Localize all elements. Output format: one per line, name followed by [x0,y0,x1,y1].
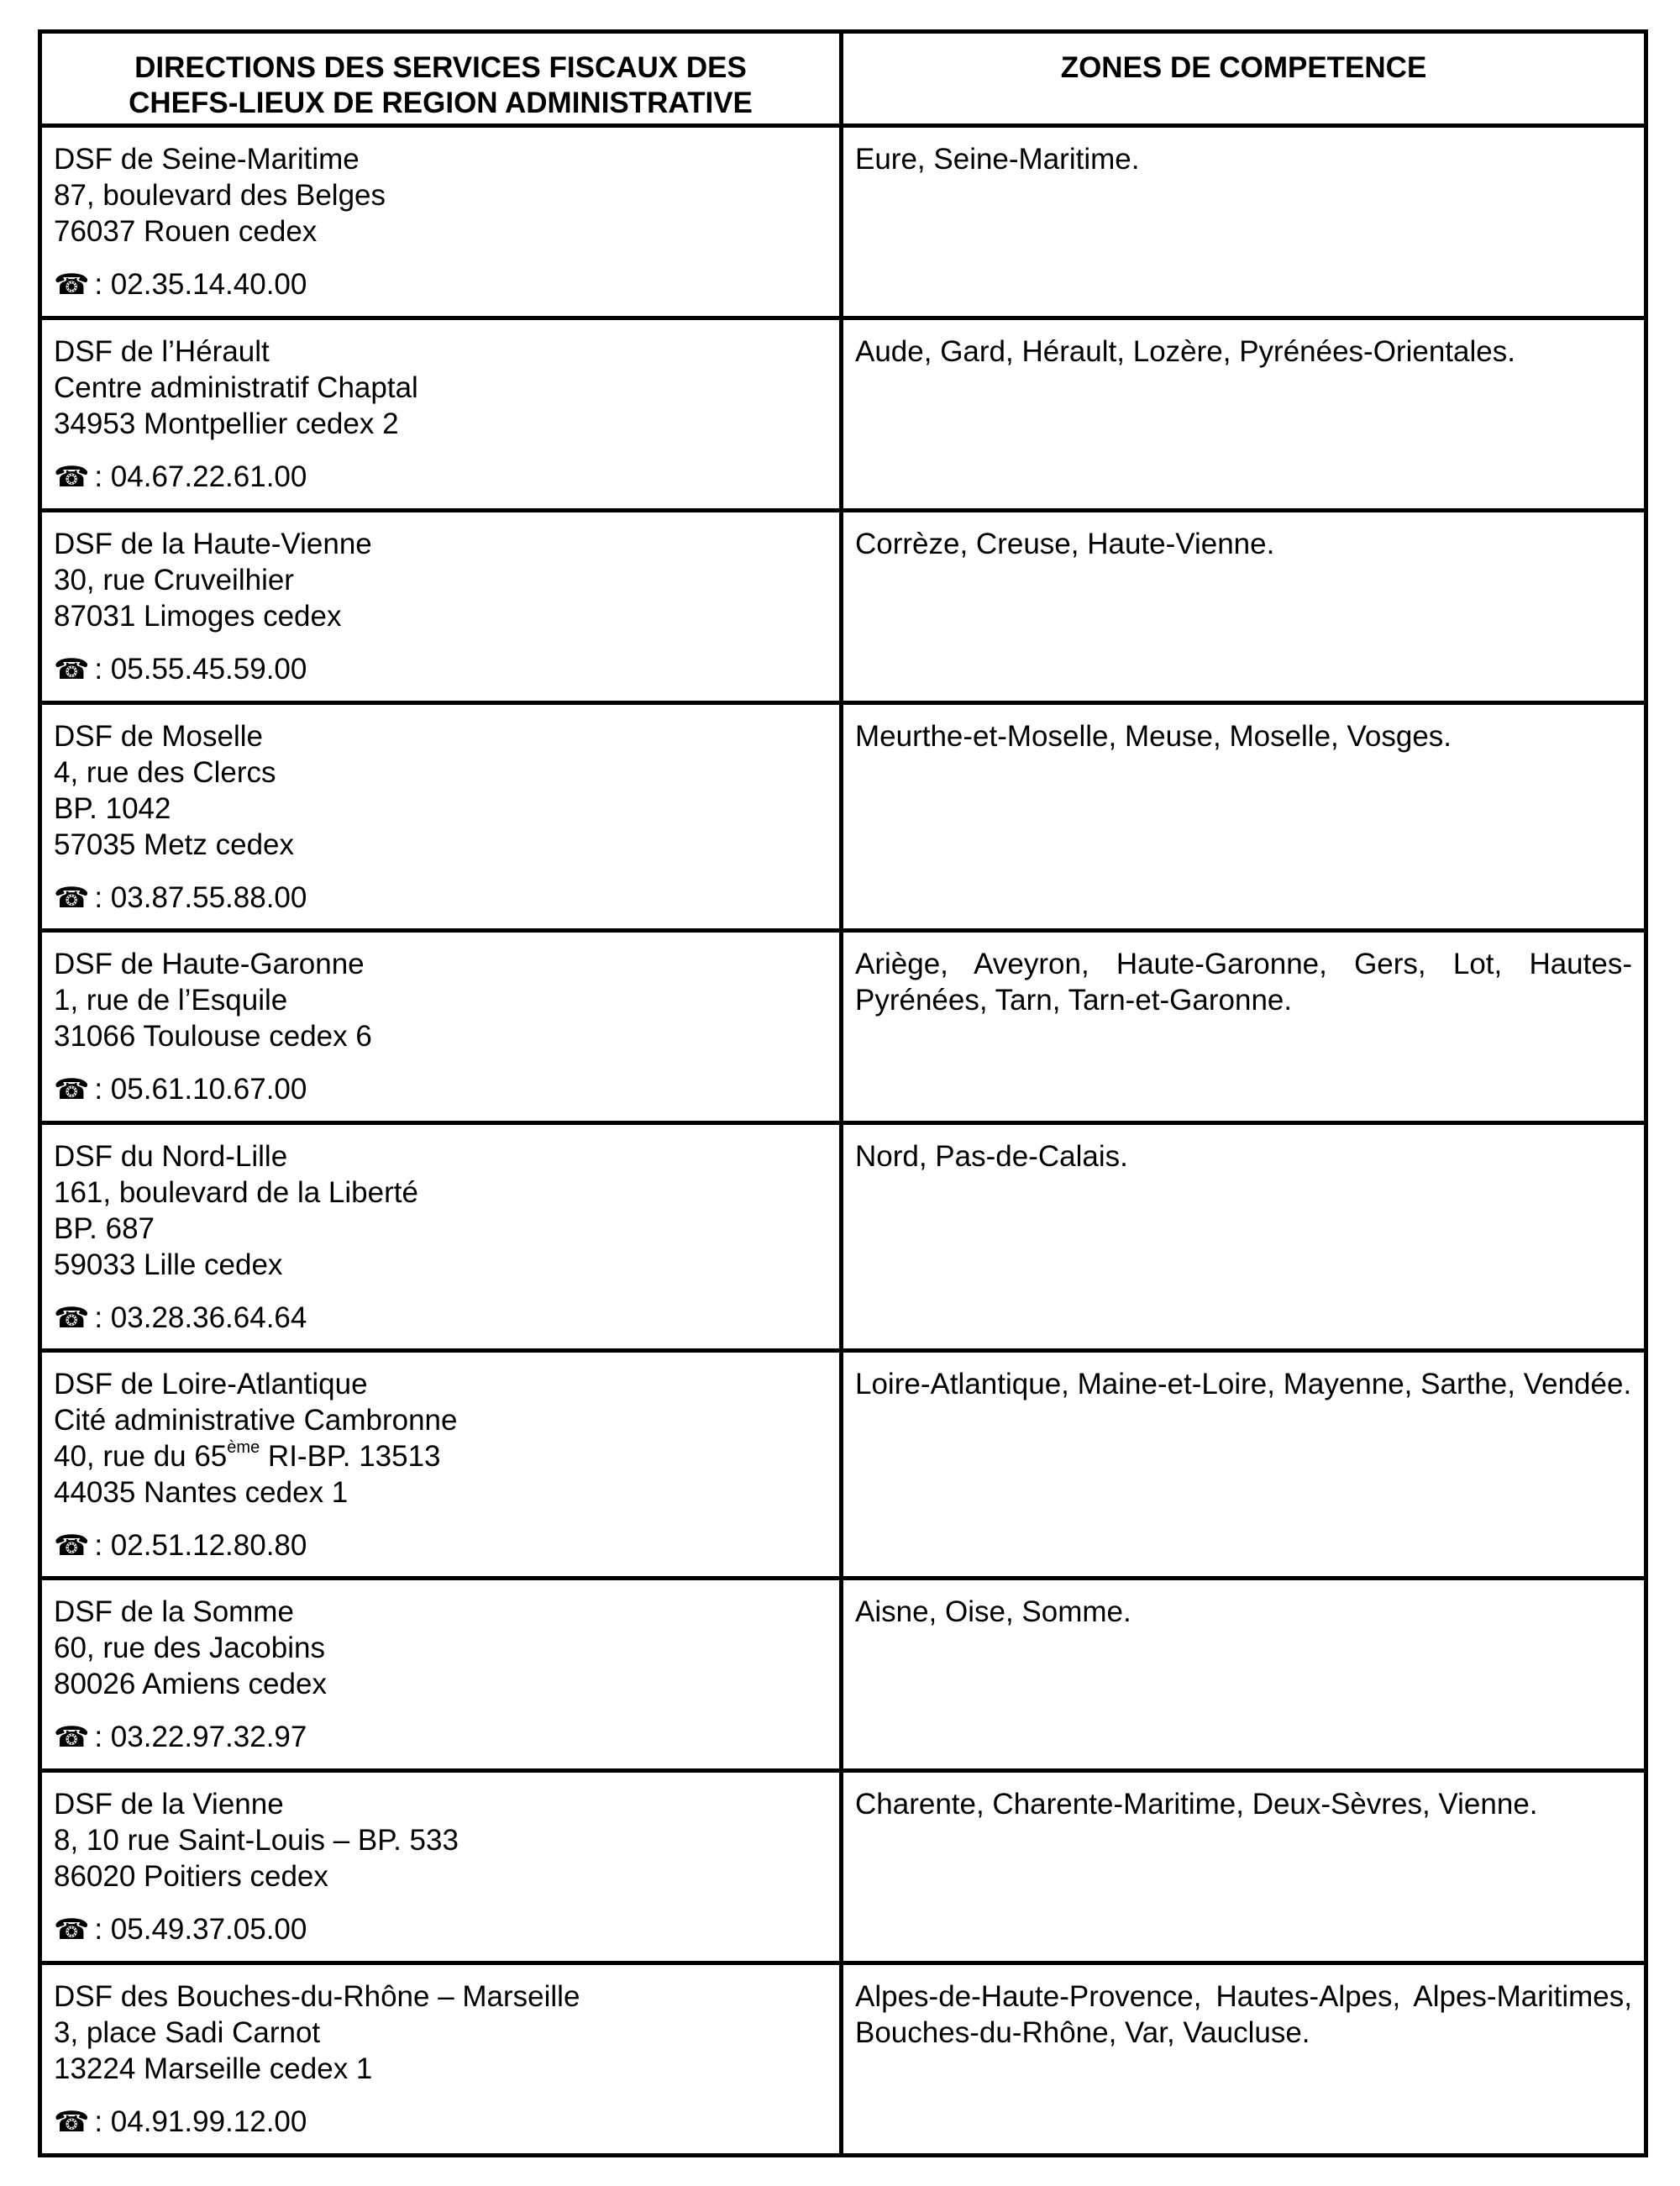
address-line: 3, place Sadi Carnot [54,2016,321,2049]
zones-text: Charente, Charente-Maritime, Deux-Sèvres, Vienne. [855,1788,1538,1821]
zones-cell [842,1123,1646,1351]
address-line: 44035 Nantes cedex 1 [54,1476,349,1509]
address-line-part: RI-BP. 13513 [260,1440,441,1473]
zones-cell [842,1351,1646,1579]
phone-number: : 05.61.10.67.00 [94,1073,307,1106]
address-line: DSF de Loire-Atlantique [54,1368,368,1400]
zones-text: Nord, Pas-de-Calais. [855,1140,1128,1173]
phone-number: : 04.91.99.12.00 [94,2105,307,2138]
address-cell [40,1963,842,2156]
phone-line [54,2104,827,2141]
address-line: 13224 Marseille cedex 1 [54,2052,373,2085]
table-row [40,1771,1646,1963]
address-cell [40,1351,842,1579]
phone-line [54,266,827,303]
zones-text: Meurthe-et-Moselle, Meuse, Moselle, Vosges. [855,720,1452,753]
address-line: 161, boulevard de la Liberté [54,1176,418,1209]
phone-number: : 02.35.14.40.00 [94,268,307,301]
address-line: 31066 Toulouse cedex 6 [54,1020,372,1053]
phone-line [54,1719,827,1756]
address-line: 30, rue Cruveilhier [54,564,294,596]
address-line: DSF de Moselle [54,720,263,753]
phone-number: : 04.67.22.61.00 [94,460,307,493]
telephone-icon: ☎ [54,1074,90,1106]
table-row [40,1963,1646,2156]
table-row [40,318,1646,511]
zones-text: Loire-Atlantique, Maine-et-Loire, Mayenne, Sarthe, Vendée. [855,1368,1632,1400]
zones-cell [842,511,1646,703]
address-cell [40,1123,842,1351]
address-line: 59033 Lille cedex [54,1248,283,1281]
address-line: 1, rue de l’Esquile [54,984,288,1017]
header-directions-line2: CHEFS-LIEUX DE REGION ADMINISTRATIVE [129,87,753,119]
phone-number: : 05.49.37.05.00 [94,1913,307,1946]
address-line [54,1438,827,1474]
address-line: DSF de la Vienne [54,1788,284,1821]
table-row [40,511,1646,703]
address-line: 60, rue des Jacobins [54,1632,325,1664]
address-cell [40,703,842,931]
telephone-icon: ☎ [54,461,90,493]
table-row [40,1123,1646,1351]
zones-text: Corrèze, Creuse, Haute-Vienne. [855,528,1275,560]
zones-text: Eure, Seine-Maritime. [855,143,1140,176]
table-row [40,703,1646,931]
table-row [40,1351,1646,1579]
address-line: 87, boulevard des Belges [54,179,386,212]
phone-number: : 03.28.36.64.64 [94,1301,307,1334]
address-cell [40,1579,842,1771]
phone-number: : 03.87.55.88.00 [94,881,307,914]
header-row [40,32,1646,126]
phone-number: : 03.22.97.32.97 [94,1721,307,1753]
phone-number: : 05.55.45.59.00 [94,653,307,686]
address-line: 86020 Poitiers cedex [54,1860,328,1893]
zones-cell [842,126,1646,318]
zones-cell [842,1963,1646,2156]
phone-line [54,1911,827,1948]
phone-number: : 02.51.12.80.80 [94,1529,307,1562]
telephone-icon: ☎ [54,2106,90,2138]
table-row [40,1579,1646,1771]
zones-text: Aude, Gard, Hérault, Lozère, Pyrénées-Orientales. [855,335,1515,368]
address-line: 57035 Metz cedex [54,828,295,861]
telephone-icon: ☎ [54,1914,90,1946]
address-line: 4, rue des Clercs [54,756,276,789]
address-line: DSF de Haute-Garonne [54,948,365,980]
address-line: DSF de Seine-Maritime [54,143,360,176]
header-directions-line1: DIRECTIONS DES SERVICES FISCAUX DES [134,51,747,84]
phone-line [54,880,827,917]
address-cell [40,126,842,318]
address-cell [40,318,842,511]
zones-text: Ariège, Aveyron, Haute-Garonne, Gers, Lot, Hautes-Pyrénées, Tarn, Tarn-et-Garonne. [855,948,1632,1017]
address-line: DSF de la Haute-Vienne [54,528,372,560]
address-line: DSF de l’Hérault [54,335,270,368]
zones-text: Aisne, Oise, Somme. [855,1595,1131,1628]
zones-cell [842,1771,1646,1963]
address-cell [40,1771,842,1963]
telephone-icon: ☎ [54,882,90,914]
address-line: DSF de la Somme [54,1595,294,1628]
address-cell [40,931,842,1123]
zones-cell [842,318,1646,511]
address-line-part: 40, rue du 65 [54,1440,228,1473]
table-body [40,126,1646,2156]
zones-cell [842,1579,1646,1771]
address-line: Centre administratif Chaptal [54,371,418,404]
zones-text: Alpes-de-Haute-Provence, Hautes-Alpes, Alpes-Maritimes, Bouches-du-Rhône, Var, Vaucluse. [855,1980,1632,2049]
telephone-icon: ☎ [54,1302,90,1334]
telephone-icon: ☎ [54,1721,90,1753]
telephone-icon: ☎ [54,1530,90,1562]
dsf-table [38,29,1648,2157]
zones-cell [842,703,1646,931]
superscript: ème [227,1438,260,1457]
address-line: 8, 10 rue Saint-Louis – BP. 533 [54,1824,459,1857]
address-line: DSF du Nord-Lille [54,1140,288,1173]
zones-cell [842,931,1646,1123]
address-line: DSF des Bouches-du-Rhône – Marseille [54,1980,580,2013]
phone-line [54,459,827,496]
address-line: 87031 Limoges cedex [54,600,342,633]
address-line: BP. 1042 [54,792,171,825]
address-line: 34953 Montpellier cedex 2 [54,407,399,440]
address-line: 80026 Amiens cedex [54,1668,327,1700]
header-zones: ZONES DE COMPETENCE [842,32,1646,126]
address-line: Cité administrative Cambronne [54,1404,458,1437]
address-line: BP. 687 [54,1212,155,1245]
phone-line [54,1071,827,1108]
phone-line [54,1300,827,1337]
table-row [40,126,1646,318]
telephone-icon: ☎ [54,654,90,686]
address-line: 76037 Rouen cedex [54,215,318,248]
header-directions [40,32,842,126]
phone-line [54,651,827,688]
address-cell [40,511,842,703]
table-row [40,931,1646,1123]
phone-line [54,1527,827,1564]
telephone-icon: ☎ [54,269,90,301]
